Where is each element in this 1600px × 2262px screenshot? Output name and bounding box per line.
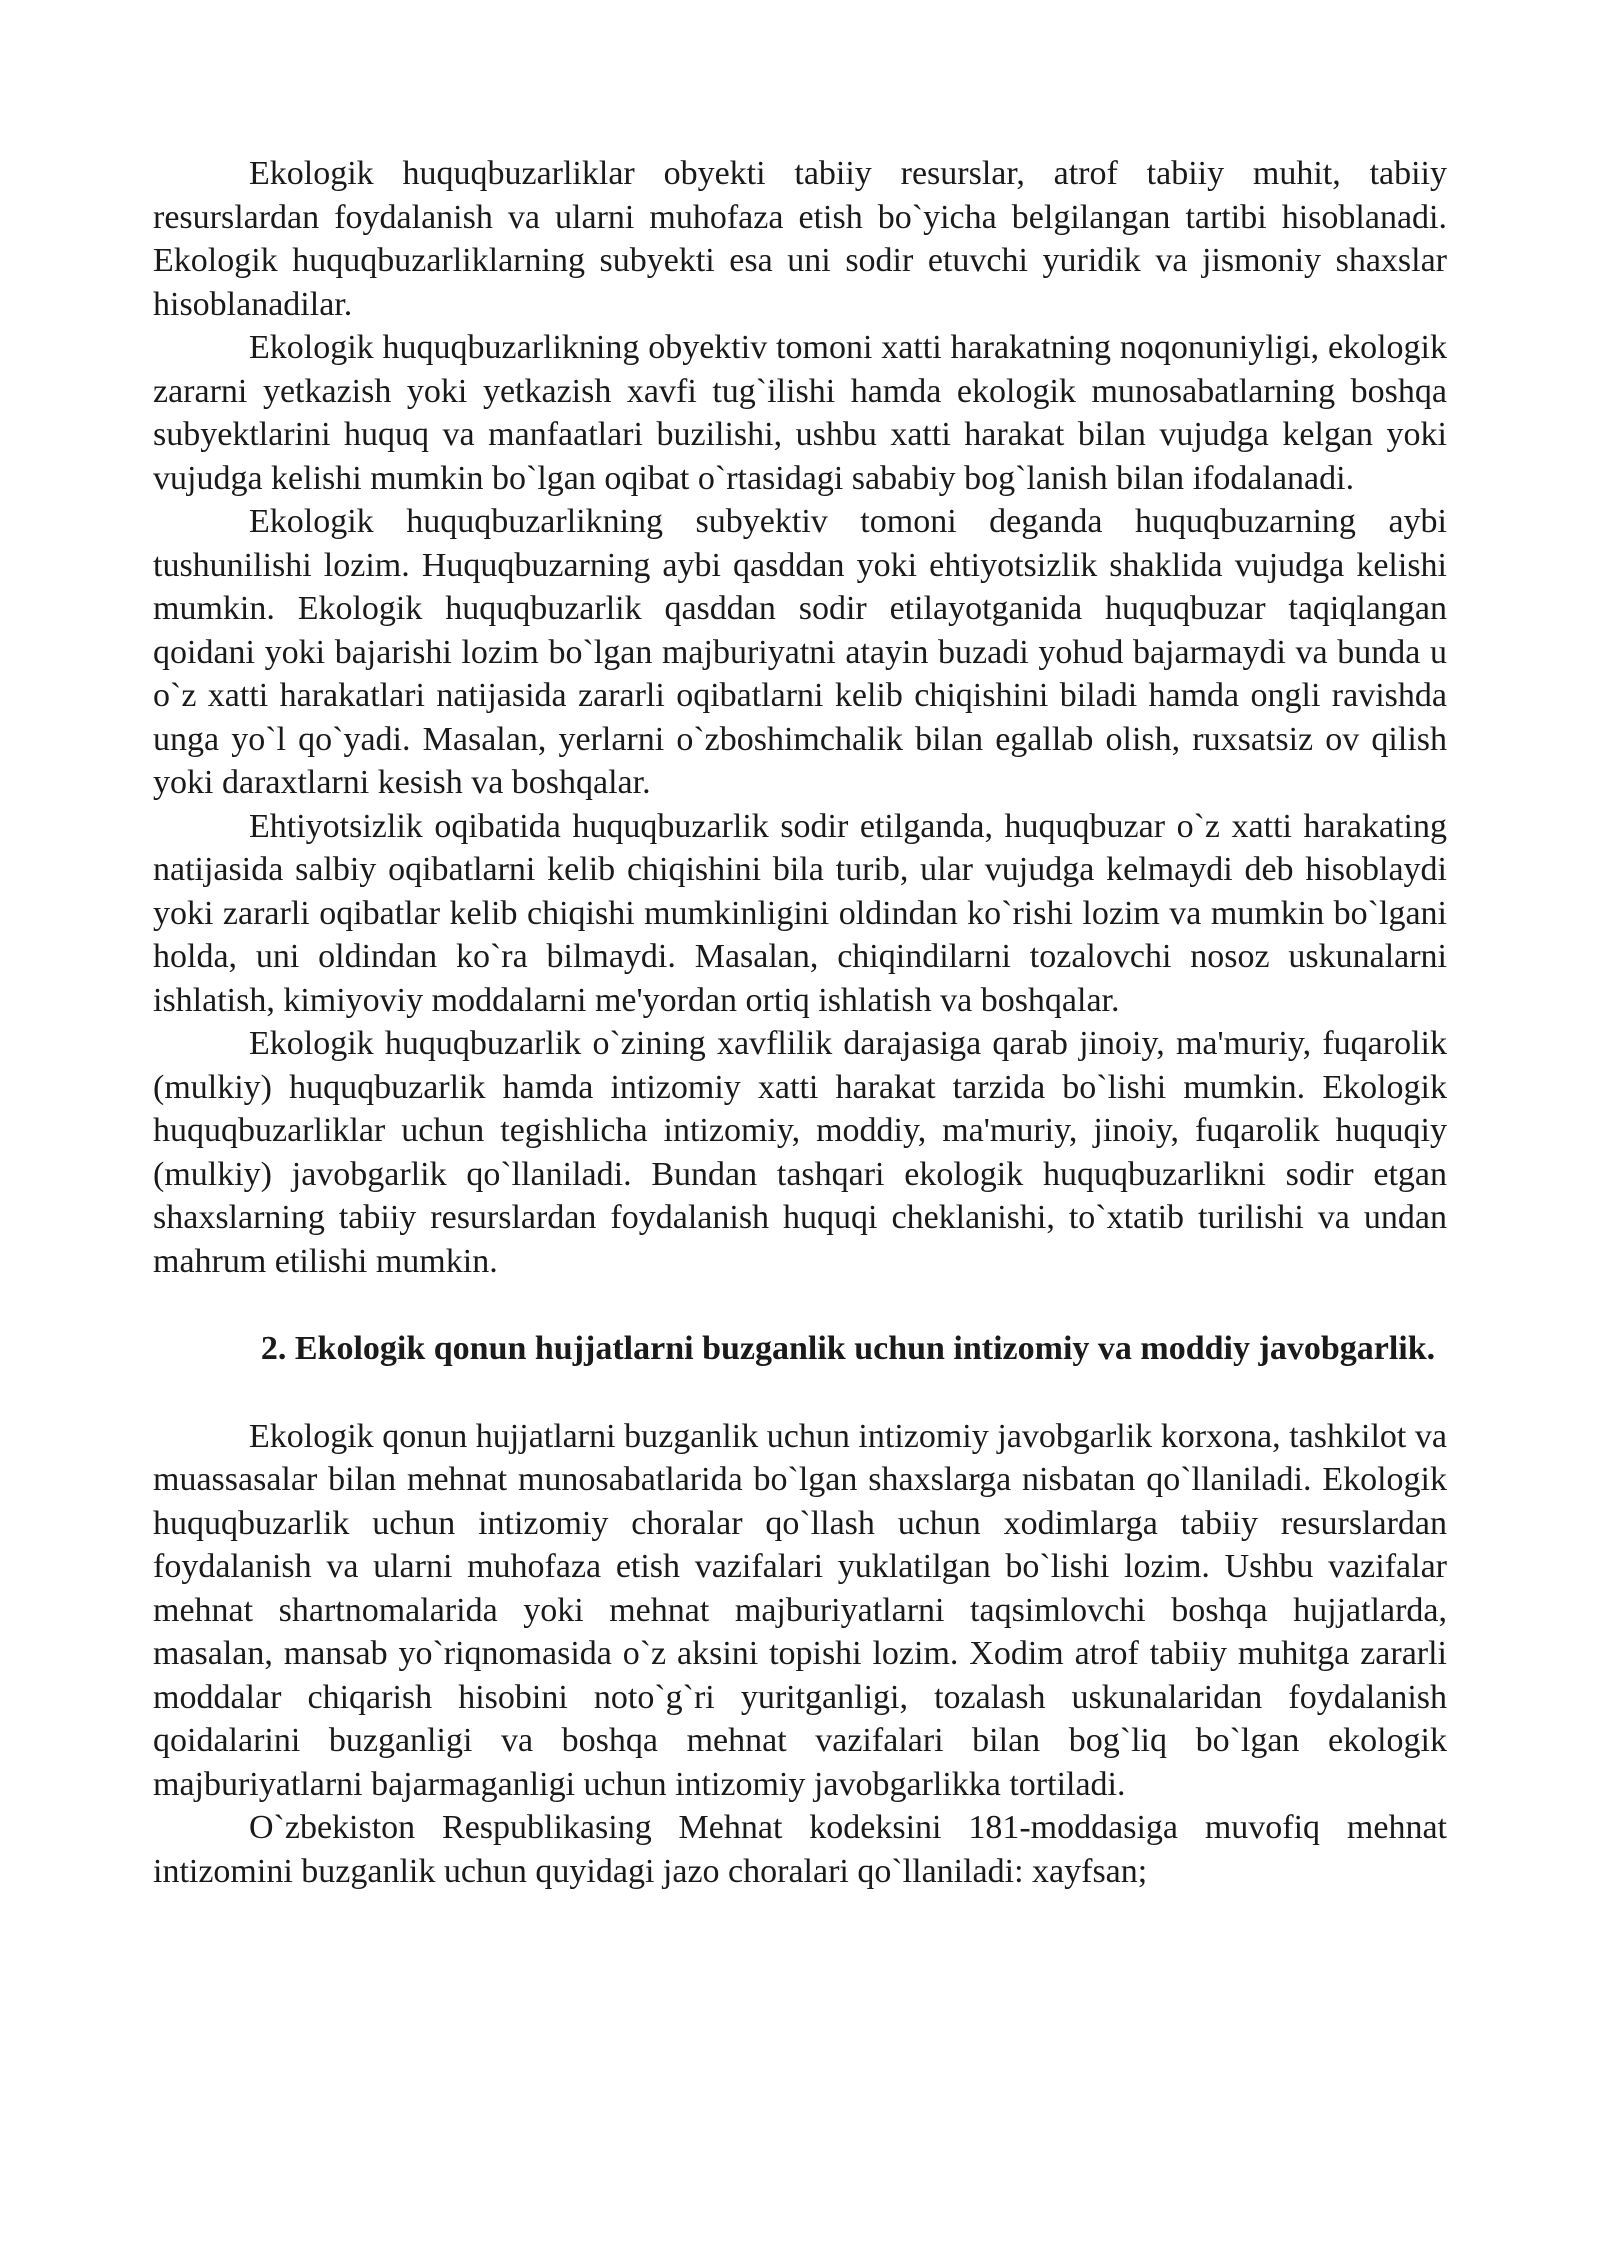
paragraph-subjective-side: Ekologik huquqbuzarlikning subyektiv tomoni deganda huquqbuzarning aybi tushunilishi lozim. Huquqbuzarning aybi qasddan yoki ehtiyotsizlik shaklida vujudga kelishi mumkin. Ekologik huquqbuzarlik qasddan sodir etilayotganida huquqbuzar taqiqlangan qoidani yoki bajarishi lozim bo`lgan majburiyatni atayin buzadi yohud bajarmaydi va bunda u o`z xatti harakatlari natijasida zararli oqibatlarni kelib chiqishini biladi hamda ongli ravishda unga yo`l qo`yadi. Masalan, yerlarni o`zboshimchalik bilan egallab olish, ruxsatsiz ov qilish yoki daraxtlarni kesish va boshqalar. bbox=[153, 503, 1447, 801]
section-heading: 2. Ekologik qonun hujjatlarni buzganlik uchun intizomiy va moddiy javobgarlik. bbox=[260, 1330, 1436, 1367]
paragraph-types-of-liability: Ekologik huquqbuzarlik o`zining xavflilik darajasiga qarab jinoiy, ma'muriy, fuqarolik (mulkiy) huquqbuzarlik hamda intizomiy xatti harakat tarzida bo`lishi mumkin. Ekologik huquqbuzarliklar uchun tegishlicha intizomiy, moddiy, ma'muriy, jinoiy, fuqarolik huquqiy (mulkiy) javobgarlik qo`llaniladi. Bundan tashqari ekologik huquqbuzarlikni sodir etgan shaxslarning tabiiy resurslardan foydalanish huquqi cheklanishi, to`xtatib turilishi va undan mahrum etilishi mumkin. bbox=[153, 1025, 1447, 1280]
paragraph-objective-side: Ekologik huquqbuzarlikning obyektiv tomoni xatti harakatning noqonuniyligi, ekologik zararni yetkazish yoki yetkazish xavfi tug`ilishi hamda ekologik munosabatlarning boshqa subyektlarini huquq va manfaatlari buzilishi, ushbu xatti harakat bilan vujudga kelgan yoki vujudga kelishi mumkin bo`lgan oqibat o`rtasidagi sababiy bog`lanish bilan ifodalanadi. bbox=[153, 329, 1447, 497]
paragraph-object: Ekologik huquqbuzarliklar obyekti tabiiy resurslar, atrof tabiiy muhit, tabiiy resurslardan foydalanish va ularni muhofaza etish bo`yicha belgilangan tartibi hisoblanadi. Ekologik huquqbuzarliklarning subyekti esa uni sodir etuvchi yuridik va jismoniy shaxslar hisoblanadilar. bbox=[153, 155, 1447, 323]
paragraph-disciplinary-liability: Ekologik qonun hujjatlarni buzganlik uchun intizomiy javobgarlik korxona, tashkilot va muassasalar bilan mehnat munosabatlarida bo`lgan shaxslarga nisbatan qo`llaniladi. Ekologik huquqbuzarlik uchun intizomiy choralar qo`llash uchun xodimlarga tabiiy resurslardan foydalanish va ularni muhofaza etish vazifalari yuklatilgan bo`lishi lozim. Ushbu vazifalar mehnat shartnomalarida yoki mehnat majburiyatlarni taqsimlovchi boshqa hujjatlarda, masalan, mansab yo`riqnomasida o`z aksini topishi lozim. Xodim atrof tabiiy muhitga zararli moddalar chiqarish hisobini noto`g`ri yuritganligi, tozalash uskunalaridan foydalanish qoidalarini buzganligi va boshqa mehnat vazifalari bilan bog`liq bo`lgan ekologik majburiyatlarni bajarmaganligi uchun intizomiy javobgarlikka tortiladi. bbox=[153, 1417, 1447, 1803]
document-page bbox=[153, 152, 1447, 1893]
paragraph-negligence: Ehtiyotsizlik oqibatida huquqbuzarlik sodir etilganda, huquqbuzar o`z xatti harakating natijasida salbiy oqibatlarni kelib chiqishini bila turib, ular vujudga kelmaydi deb hisoblaydi yoki zararli oqibatlar kelib chiqishi mumkinligini oldindan ko`rishi lozim va mumkin bo`lgani holda, uni oldindan ko`ra bilmaydi. Masalan, chiqindilarni tozalovchi nosoz uskunalarni ishlatish, kimiyoviy moddalarni me'yordan ortiq ishlatish va boshqalar. bbox=[153, 807, 1447, 1019]
paragraph-labor-code: O`zbekiston Respublikasing Mehnat kodeksini 181-moddasiga muvofiq mehnat intizomini buzganlik uchun quyidagi jazo choralari qo`llaniladi: xayfsan; bbox=[153, 1809, 1447, 1890]
